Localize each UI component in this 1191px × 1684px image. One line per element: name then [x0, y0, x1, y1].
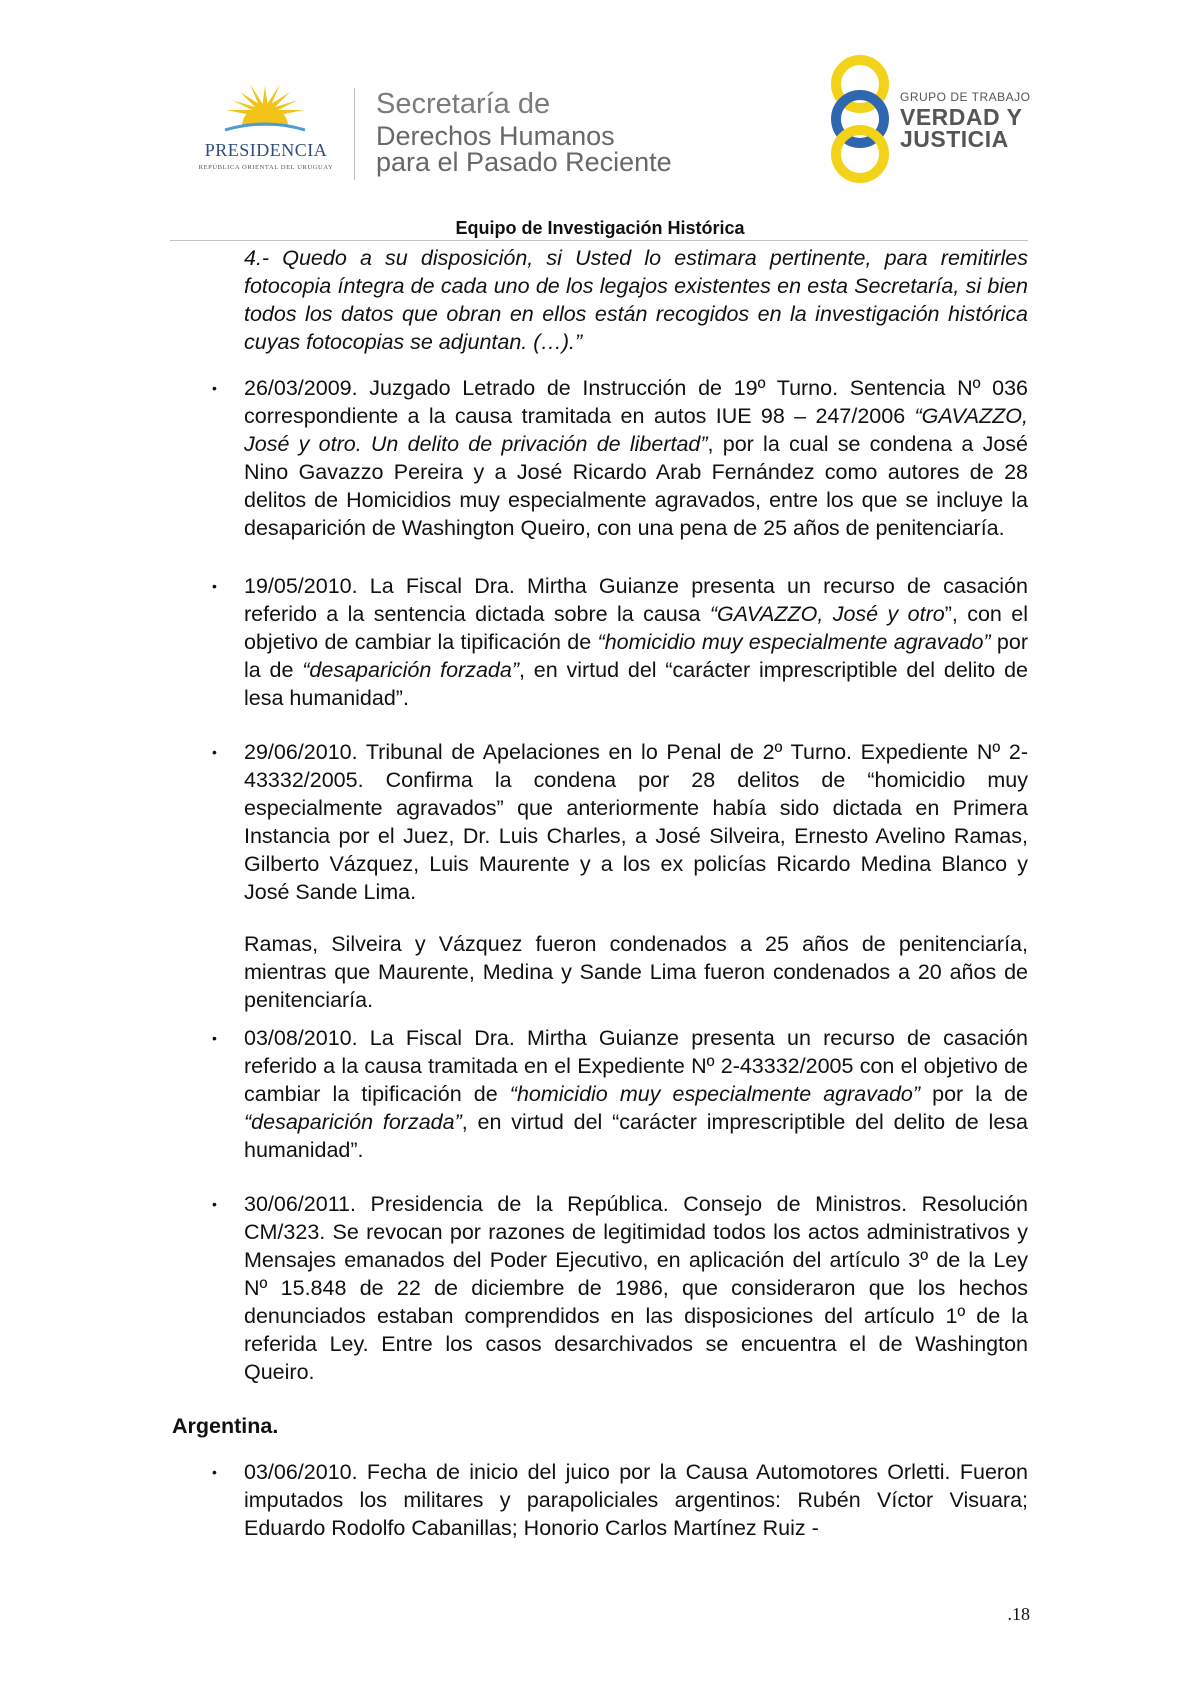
interlocking-rings-logo-icon	[820, 54, 900, 184]
list-item	[244, 572, 1028, 712]
team-title: Equipo de Investigación Histórica	[455, 218, 745, 238]
presidencia-name: PRESIDENCIA	[204, 140, 328, 160]
presidencia-subtitle: REPÚBLICA ORIENTAL DEL URUGUAY	[198, 164, 334, 171]
header-rule	[170, 240, 1028, 241]
entry-text: 26/03/2009. Juzgado Letrado de Instrucción de 19º Turno. Sentencia Nº 036 correspondiente a la causa tramitada en autos IUE 98 – 247/2006	[244, 376, 1028, 428]
bullet-icon: •	[212, 744, 217, 760]
list-item-continuation: Ramas, Silveira y Vázquez fueron condenados a 25 años de penitenciaría, mientras que Maurente, Medina y Sande Lima fueron condenados a 20 años de penitenciaría.	[244, 932, 1028, 1012]
bullet-icon: •	[212, 1196, 217, 1212]
verdad-label: VERDAD Y	[900, 104, 1023, 130]
entry-text: ”, con el objetivo de cambiar la tipificación de	[244, 602, 1028, 654]
secretaria-line-2: Derechos Humanos	[376, 121, 615, 151]
entry-text: , en virtud del “carácter imprescriptible del delito de lesa humanidad”.	[244, 658, 1028, 710]
list-item: 29/06/2010. Tribunal de Apelaciones en lo Penal de 2º Turno. Expediente Nº 2-43332/2005. Confirma la condena por 28 delitos de “homicidio muy especialmente agravados” que anteriormente había sido dictada en Primera Instancia por el Juez, Dr. Luis Charles, a José Silveira, Ernesto Avelino Ramas, Gilberto Vázquez, Luis Maurente y a los ex policías Ricardo Medina Blanco y José Sande Lima.	[244, 740, 1028, 904]
justicia-label: JUSTICIA	[900, 126, 1009, 152]
entry-text: por la de	[244, 630, 1029, 682]
list-item: 03/06/2010. Fecha de inicio del juico por la Causa Automotores Orletti. Fueron imputados los militares y parapoliciales argentinos: Rubén Víctor Visuara; Eduardo Rodolfo Cabanillas; Honorio Carlos Martínez Ruiz -	[244, 1460, 1028, 1540]
entry-text: , por la cual se condena a José Nino Gavazzo Pereira y a José Ricardo Arab Fernández como autores de 28 delitos de Homicidios muy especialmente agravados, entre los que se incluye la desaparición de Washington Queiro, con una pena de 25 años de penitenciaría.	[244, 432, 1028, 540]
section-heading: Argentina.	[172, 1414, 279, 1438]
grupo-trabajo-label: GRUPO DE TRABAJO	[900, 90, 1031, 104]
secretaria-line-1: Secretaría de	[376, 88, 551, 120]
list-item	[244, 1024, 1028, 1164]
case-name: “GAVAZZO, José y otro	[709, 602, 945, 626]
typification: “desaparición forzada”	[302, 658, 519, 682]
secretaria-line-3: para el Pasado Reciente	[376, 147, 672, 177]
bullet-icon: •	[212, 1464, 217, 1480]
document-header	[0, 0, 1191, 238]
sun-logo-icon	[220, 78, 310, 138]
typification: “desaparición forzada”	[244, 1110, 462, 1134]
header-divider	[354, 88, 355, 180]
entry-text: , en virtud del “carácter imprescriptible del delito de lesa humanidad”.	[244, 1110, 1028, 1162]
typification: “homicidio muy especialmente agravado”	[597, 630, 991, 654]
bullet-icon: •	[212, 578, 217, 594]
entry-text: por la de	[920, 1082, 1028, 1106]
bullet-icon: •	[212, 1030, 217, 1046]
list-item	[244, 374, 1028, 542]
list-item: 30/06/2011. Presidencia de la República. Consejo de Ministros. Resolución CM/323. Se revocan por razones de legitimidad todos los actos administrativos y Mensajes emanados del Poder Ejecutivo, en aplicación del artículo 3º de la Ley Nº 15.848 de 22 de diciembre de 1986, que consideraron que los hechos denunciados estaban comprendidos en las disposiciones del artículo 1º de la referida Ley. Entre los casos desarchivados se encuentra el de Washington Queiro.	[244, 1192, 1028, 1384]
typification: “homicidio muy especialmente agravado”	[509, 1082, 921, 1106]
page-number: .18	[1007, 1604, 1030, 1624]
bullet-icon: •	[212, 380, 217, 396]
quote-paragraph: 4.- Quedo a su disposición, si Usted lo estimara pertinente, para remitirles fotocopia íntegra de cada uno de los legajos existentes en esta Secretaría, si bien todos los datos que obran en ellos están recogidos en la investigación histórica cuyas fotocopias se adjuntan. (…).”	[244, 246, 1028, 354]
entry-text: 03/08/2010. La Fiscal Dra. Mirtha Guianze presenta un recurso de casación referido a la causa tramitada en el Expediente Nº 2-43332/2005 con el objetivo de cambiar la tipificación de	[244, 1026, 1028, 1106]
case-name: “GAVAZZO, José y otro. Un delito de privación de libertad”	[244, 404, 1028, 456]
entry-text: 19/05/2010. La Fiscal Dra. Mirtha Guianze presenta un recurso de casación referido a la sentencia dictada sobre la causa	[244, 574, 1028, 626]
